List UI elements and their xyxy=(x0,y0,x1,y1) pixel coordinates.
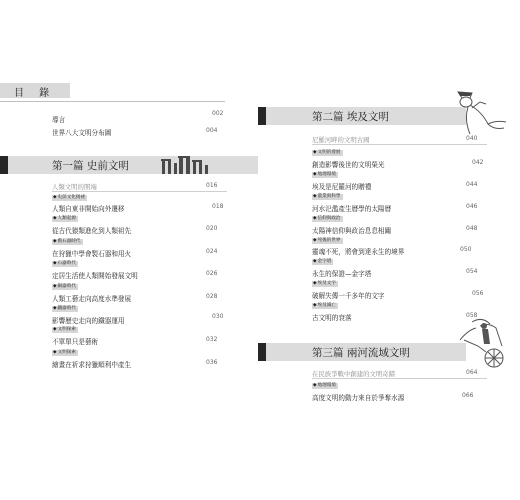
entry-page: 050 xyxy=(460,246,472,253)
diamond-icon: ◆ xyxy=(313,259,317,264)
entry-page: 066 xyxy=(462,392,474,399)
entry-category-tag xyxy=(52,239,83,245)
part2-title[interactable]: 第二篇 埃及文明 xyxy=(312,111,389,123)
entry-page: 044 xyxy=(466,181,478,188)
entry-category-tag xyxy=(312,238,343,244)
entry-page: 058 xyxy=(466,312,478,319)
entry-page: 024 xyxy=(206,248,218,255)
entry-category-label: 人類起源 xyxy=(57,216,76,221)
divider xyxy=(52,191,227,192)
entry-category-tag xyxy=(312,150,343,156)
entry-category-tag xyxy=(52,350,78,356)
diamond-icon: ◆ xyxy=(313,216,317,221)
entry-title[interactable]: 創造影響後世的文明榮光 xyxy=(312,161,385,169)
entry-title[interactable]: 影響歷史走向的鐵器運用 xyxy=(52,317,125,325)
entry-category-tag xyxy=(312,216,343,222)
entry-page: 030 xyxy=(212,313,224,320)
diamond-icon: ◆ xyxy=(313,383,317,388)
entry-page: 020 xyxy=(206,225,218,232)
diamond-icon: ◆ xyxy=(313,172,317,177)
entry-category-tag xyxy=(312,281,338,287)
diamond-icon: ◆ xyxy=(313,303,317,308)
entry-category-label: 埃及滅亡 xyxy=(317,303,336,308)
entry-title[interactable]: 高度文明的動力來自於爭奪水源 xyxy=(312,394,405,402)
entry-category-tag xyxy=(52,306,78,312)
entry-title[interactable]: 從古代猿類進化到人類祖先 xyxy=(52,227,132,235)
entry-category-label: 地理環境 xyxy=(317,172,336,177)
entry-page: 046 xyxy=(466,203,478,210)
entry-category-label: 文明探索 xyxy=(57,327,76,332)
part3-title[interactable]: 第三篇 兩河流域文明 xyxy=(312,347,410,359)
entry-page: 036 xyxy=(206,359,218,366)
front-entry-page: 004 xyxy=(206,127,218,134)
divider xyxy=(312,144,487,145)
entry-category-tag xyxy=(312,303,338,309)
divider xyxy=(312,378,487,379)
part3-intro-text[interactable]: 在民族爭戰中創建的文明奇蹟 xyxy=(312,370,396,378)
part1-intro-text[interactable]: 人類文明的開端 xyxy=(52,183,97,191)
entry-page: 054 xyxy=(466,268,478,275)
entry-category-tag xyxy=(312,194,343,200)
entry-category-tag xyxy=(312,259,333,265)
diamond-icon: ◆ xyxy=(53,350,57,355)
entry-category-tag xyxy=(52,216,78,222)
entry-title[interactable]: 定居生活使人類開始發展文明 xyxy=(52,272,138,280)
entry-title[interactable]: 不單單只是藝術 xyxy=(52,338,99,346)
diamond-icon: ◆ xyxy=(53,195,57,200)
entry-category-label: 金字塔 xyxy=(317,259,332,264)
entry-title[interactable]: 河水氾濫產生曆學的太陽曆 xyxy=(312,205,392,213)
front-entry-text[interactable]: 導言 xyxy=(52,116,66,124)
entry-page: 032 xyxy=(206,336,218,343)
entry-category-label: 死後的世界 xyxy=(317,238,341,243)
part1-marker xyxy=(0,156,8,174)
entry-category-label: 鐵器時代 xyxy=(57,306,76,311)
egyptian-figure-illustration xyxy=(448,90,510,140)
diamond-icon: ◆ xyxy=(53,216,57,221)
toc-heading-band xyxy=(0,83,70,98)
entry-category-label: 史前文化揭祕 xyxy=(57,195,86,200)
part1-title[interactable]: 第一篇 史前文明 xyxy=(52,160,129,172)
diamond-icon: ◆ xyxy=(53,261,57,266)
front-entry-page: 002 xyxy=(212,110,224,117)
entry-category-label: 埃及文字 xyxy=(317,281,336,286)
entry-title[interactable]: 人類工藝走向高度水準發展 xyxy=(52,295,132,303)
entry-title[interactable]: 破解失傳一千多年的文字 xyxy=(312,292,385,300)
entry-page: 048 xyxy=(466,225,478,232)
diamond-icon: ◆ xyxy=(53,239,57,244)
entry-category-label: 舊石器時代 xyxy=(57,239,81,244)
diamond-icon: ◆ xyxy=(313,194,317,199)
entry-title[interactable]: 人類自東非開始向外遷移 xyxy=(52,205,125,213)
part3-intro-page: 064 xyxy=(466,369,478,376)
entry-page: 056 xyxy=(472,290,484,297)
diamond-icon: ◆ xyxy=(313,281,317,286)
entry-category-tag xyxy=(52,327,78,333)
entry-category-label: 銅器時代 xyxy=(57,284,76,289)
entry-category-tag xyxy=(312,383,338,389)
stonehenge-illustration xyxy=(160,154,210,176)
entry-category-tag xyxy=(312,172,338,178)
entry-title[interactable]: 靈魂不死，將會到達永生的境界 xyxy=(312,248,405,256)
entry-page: 018 xyxy=(212,203,224,210)
entry-category-tag xyxy=(52,195,87,201)
toc-heading-rule xyxy=(0,101,225,102)
entry-category-label: 石器時代 xyxy=(57,261,76,266)
diamond-icon: ◆ xyxy=(53,284,57,289)
entry-category-label: 地理環境 xyxy=(317,383,336,388)
entry-title[interactable]: 繪畫在祈求狩獵順利中產生 xyxy=(52,361,132,369)
part1-band xyxy=(8,156,258,174)
right-page xyxy=(258,0,520,500)
entry-page: 028 xyxy=(206,293,218,300)
entry-category-label: 文明的發展 xyxy=(317,150,341,155)
diamond-icon: ◆ xyxy=(313,150,317,155)
entry-page: 042 xyxy=(472,159,484,166)
entry-title[interactable]: 埃及是尼羅河的贈禮 xyxy=(312,183,372,191)
diamond-icon: ◆ xyxy=(53,327,57,332)
part2-intro-text[interactable]: 尼羅河畔的文明古國 xyxy=(312,136,370,144)
part2-marker xyxy=(258,107,266,125)
entry-title[interactable]: 太陽神信仰與政治息息相關 xyxy=(312,227,392,235)
entry-title[interactable]: 在狩獵中學會製石器和用火 xyxy=(52,250,132,258)
entry-category-label: 文明探索 xyxy=(57,350,76,355)
entry-category-tag xyxy=(52,261,78,267)
entry-title[interactable]: 永生的保證—金字塔 xyxy=(312,270,372,278)
toc-heading: 目 錄 xyxy=(14,88,56,99)
entry-category-label: 農業與科學 xyxy=(317,194,341,199)
diamond-icon: ◆ xyxy=(313,238,317,243)
part3-marker xyxy=(258,343,266,361)
entry-page: 026 xyxy=(206,270,218,277)
entry-category-label: 信仰與政治 xyxy=(317,216,341,221)
chariot-archer-illustration xyxy=(454,318,512,370)
diamond-icon: ◆ xyxy=(53,306,57,311)
entry-title[interactable]: 古文明的衰落 xyxy=(312,314,352,322)
part2-intro-page: 040 xyxy=(466,135,478,142)
part1-intro-page: 016 xyxy=(206,182,218,189)
left-page xyxy=(0,0,258,500)
front-entry-text[interactable]: 世界八大文明分布圖 xyxy=(52,129,112,137)
entry-category-tag xyxy=(52,284,78,290)
